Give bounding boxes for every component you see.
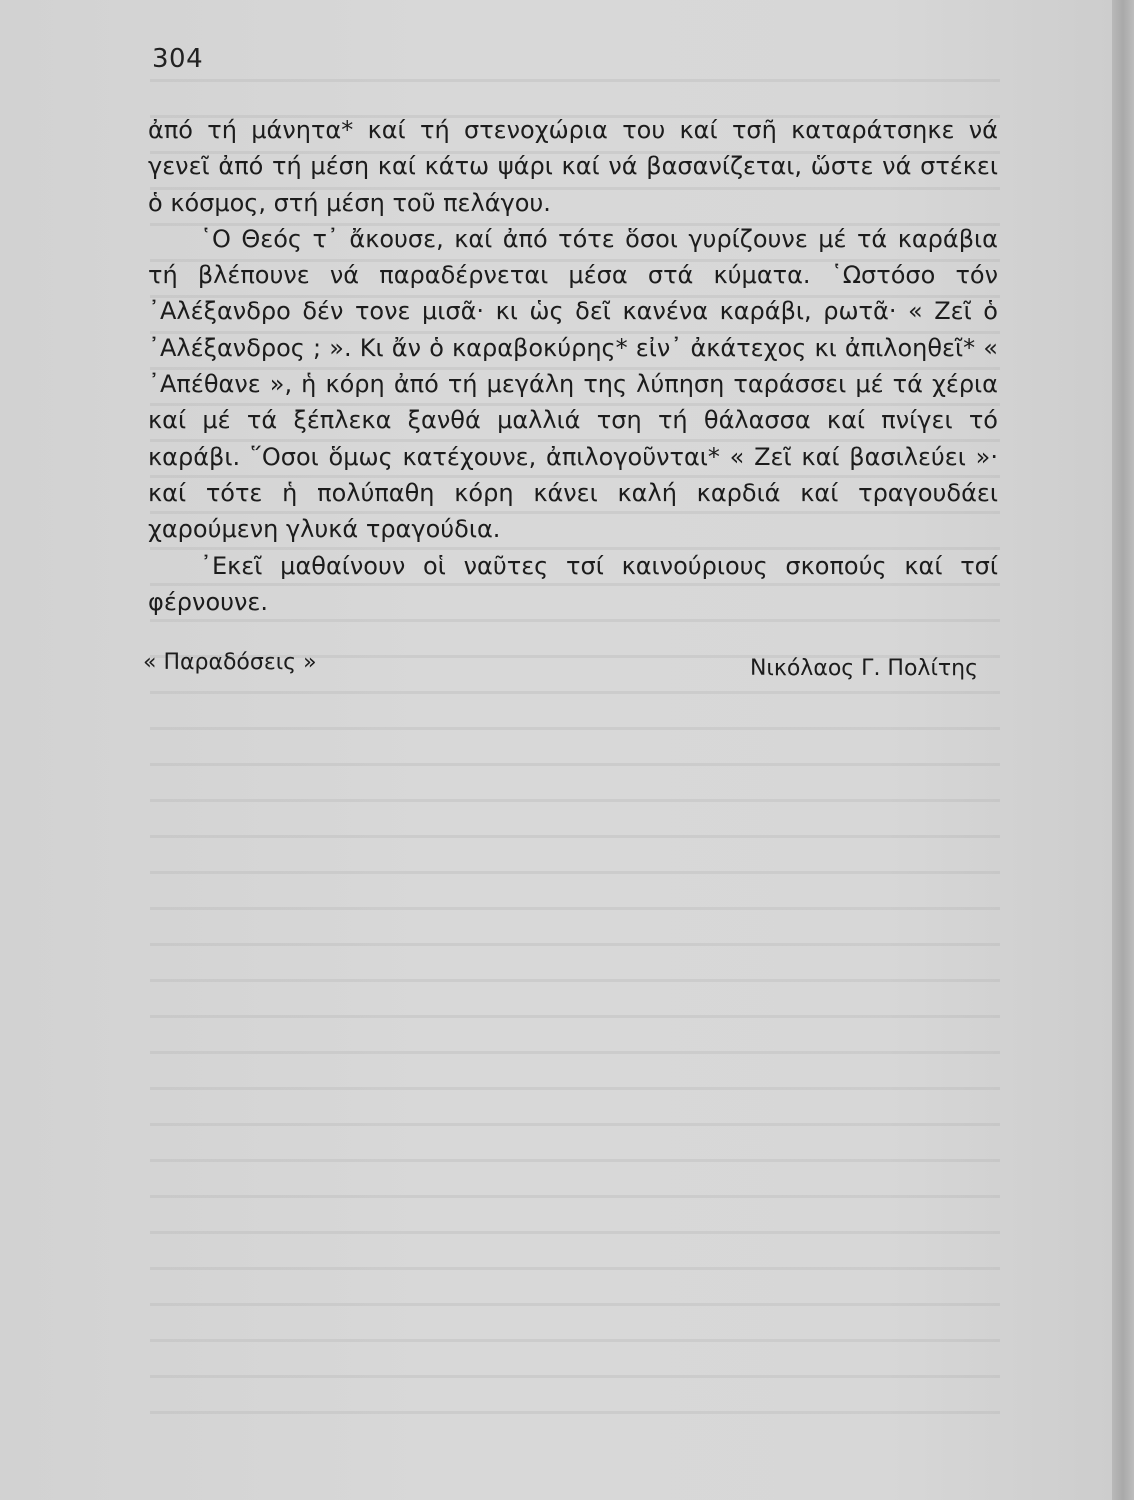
paragraph-1: ἀπό τή μάνητα* καί τή στενοχώρια του καί τσῆ καταράτσηκε νά γενεῖ ἀπό τή μέση καί κάτω ψάρι καί νά βασανίζεται, ὥστε νά στέκει ὁ κόσμος, στή μέση τοῦ πελάγου. [148,116,998,217]
page-edge [1112,0,1134,1500]
body-text [148,112,998,620]
paragraph-2: ῾Ο Θεός τ᾽ ἄκουσε, καί ἀπό τότε ὅσοι γυρίζουνε μέ τά καράβια τή βλέπουνε νά παραδέρνεται μέσα στά κύματα. ῾Ωστόσο τόν ᾽Αλέξανδρο δέν τονε μισᾶ· κι ὡς δεῖ κανένα καράβι, ρωτᾶ· « Ζεῖ ὁ ᾽Αλέξανδρος ; ». Κι ἄν ὁ καραβοκύρης* εἰν᾽ ἀκάτεχος κι ἀπιλοηθεῖ* « ᾽Απέθανε », ἡ κόρη ἀπό τή μεγάλη της λύπηση ταράσσει μέ τά χέρια καί μέ τά ξέπλεκα ξανθά μαλλιά τση τή θάλασσα καί πνίγει τό καράβι. ῞Οσοι ὅμως κατέχουνε, ἀπιλογοῦνται* « Ζεῖ καί βασιλεύει »· καί τότε ἡ πολύπαθη κόρη κάνει καλή καρδιά καί τραγουδάει χαρούμενη γλυκά τραγούδια. [148,224,998,544]
source-author: Νικόλαος Γ. Πολίτης [749,656,978,681]
source-title: « Παραδόσεις » [143,650,317,675]
page-number: 304 [152,44,204,74]
paragraph-3: ᾽Εκεῖ μαθαίνουν οἱ ναῦτες τσί καινούριους σκοπούς καί τσί φέρνουνε. [148,551,998,616]
